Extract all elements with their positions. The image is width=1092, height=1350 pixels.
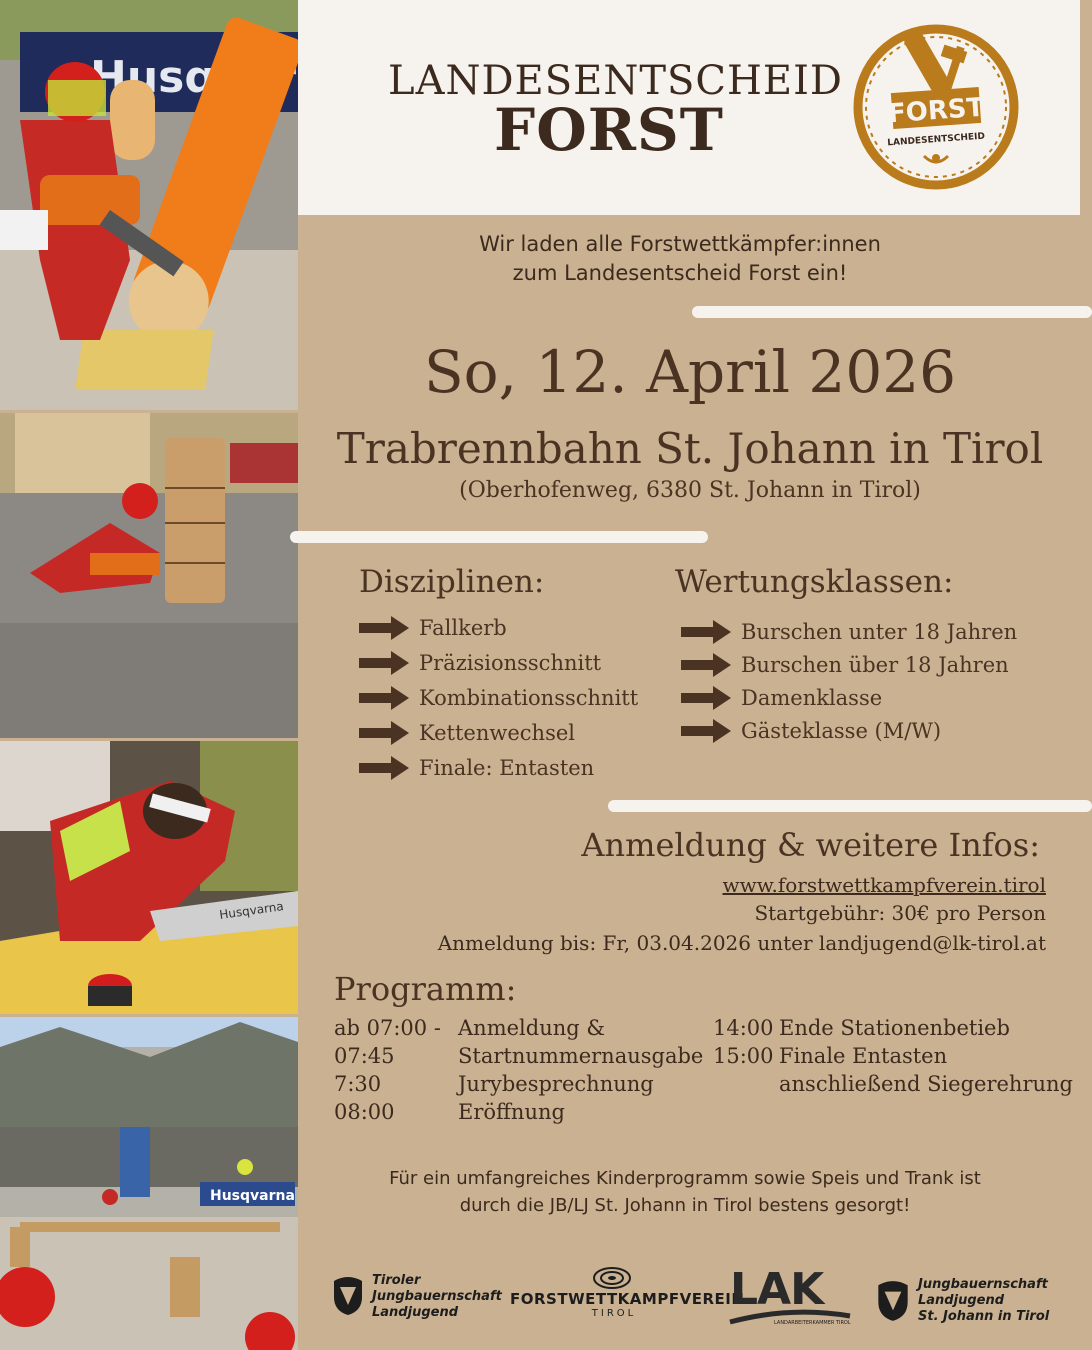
arrow-right-icon xyxy=(359,756,409,780)
classes-heading: Wertungsklassen: xyxy=(675,564,954,600)
svg-text:Husqvarna: Husqvarna xyxy=(218,899,285,922)
list-item: Fallkerb xyxy=(359,610,638,645)
jbsj-emblem-icon xyxy=(874,1279,912,1323)
photo-chainsaw-cut-log xyxy=(0,0,298,410)
arrow-right-icon xyxy=(681,719,731,743)
invitation-line-1: Wir laden alle Forstwettkämpfer:innen xyxy=(479,232,881,256)
title-line-2: FORST xyxy=(494,96,724,164)
photo-competition-area xyxy=(0,1017,298,1350)
arrow-right-icon xyxy=(359,616,409,640)
arrow-right-icon xyxy=(359,686,409,710)
list-item: Präzisionsschnitt xyxy=(359,645,638,680)
divider-bar xyxy=(692,306,1092,318)
svg-text:LANDESENTSCHEID: LANDESENTSCHEID xyxy=(887,131,986,149)
event-venue: Trabrennbahn St. Johann in Tirol xyxy=(336,424,1044,473)
arrow-right-icon xyxy=(681,653,731,677)
list-item: Kombinationsschnitt xyxy=(359,680,638,715)
program-heading: Programm: xyxy=(334,970,517,1008)
invitation-line-2: zum Landesentscheid Forst ein! xyxy=(512,261,848,285)
list-item: Finale: Entasten xyxy=(359,750,638,785)
list-item: Burschen über 18 Jahren xyxy=(681,648,1017,681)
footer-note: Für ein umfangreiches Kinderprogramm sowie Speis und Trank ist durch die JB/LJ St. Johann in Tirol bestens gesorgt! xyxy=(389,1168,981,1216)
program-times-left: ab 07:00 - 07:45 7:30 08:00 xyxy=(334,1016,441,1124)
disciplines-heading: Disziplinen: xyxy=(359,564,545,600)
website-link[interactable]: www.forstwettkampfverein.tirol xyxy=(722,873,1046,897)
info-heading: Anmeldung & weitere Infos: xyxy=(581,826,1040,864)
list-item: Gästeklasse (M/W) xyxy=(681,714,1017,747)
fee-text: Startgebühr: 30€ pro Person xyxy=(754,901,1046,925)
disciplines-list xyxy=(359,610,638,785)
deadline-text: Anmeldung bis: Fr, 03.04.2026 unter landjugend@lk-tirol.at xyxy=(437,931,1046,955)
classes-list xyxy=(681,615,1017,747)
program-desc-left: Anmeldung & Startnummernausgabe Jurybesprechnung Eröffnung xyxy=(458,1016,704,1124)
forst-logo xyxy=(840,18,1032,196)
event-date: So, 12. April 2026 xyxy=(423,338,957,406)
divider-bar xyxy=(608,800,1092,812)
svg-text:Husqvarna: Husqvarna xyxy=(210,1188,295,1204)
photo-column xyxy=(0,0,298,1350)
title-line-1: LANDESENTSCHEID xyxy=(388,58,843,104)
photo-chain-change xyxy=(0,741,298,1014)
list-item: Damenklasse xyxy=(681,681,1017,714)
sponsor-lak: LAK LANDARBEITERKAMMER TIROL xyxy=(730,1264,851,1326)
list-item: Burschen unter 18 Jahren xyxy=(681,615,1017,648)
arrow-right-icon xyxy=(681,686,731,710)
arrow-right-icon xyxy=(359,651,409,675)
tjb-emblem-icon xyxy=(330,1275,366,1317)
arrow-right-icon xyxy=(359,721,409,745)
event-address: (Oberhofenweg, 6380 St. Johann in Tirol) xyxy=(459,478,921,503)
invitation-text xyxy=(400,230,960,288)
arrow-right-icon xyxy=(681,620,731,644)
list-item: Kettenwechsel xyxy=(359,715,638,750)
log-rings-icon xyxy=(592,1264,632,1288)
photo-precision-cut xyxy=(0,413,298,738)
program-desc-right: Ende Stationenbetieb Finale Entasten anschließend Siegerehrung xyxy=(779,1016,1073,1096)
program-times-right: 14:00 15:00 xyxy=(713,1016,774,1068)
svg-text:FORST: FORST xyxy=(887,92,986,130)
divider-bar xyxy=(290,531,708,543)
